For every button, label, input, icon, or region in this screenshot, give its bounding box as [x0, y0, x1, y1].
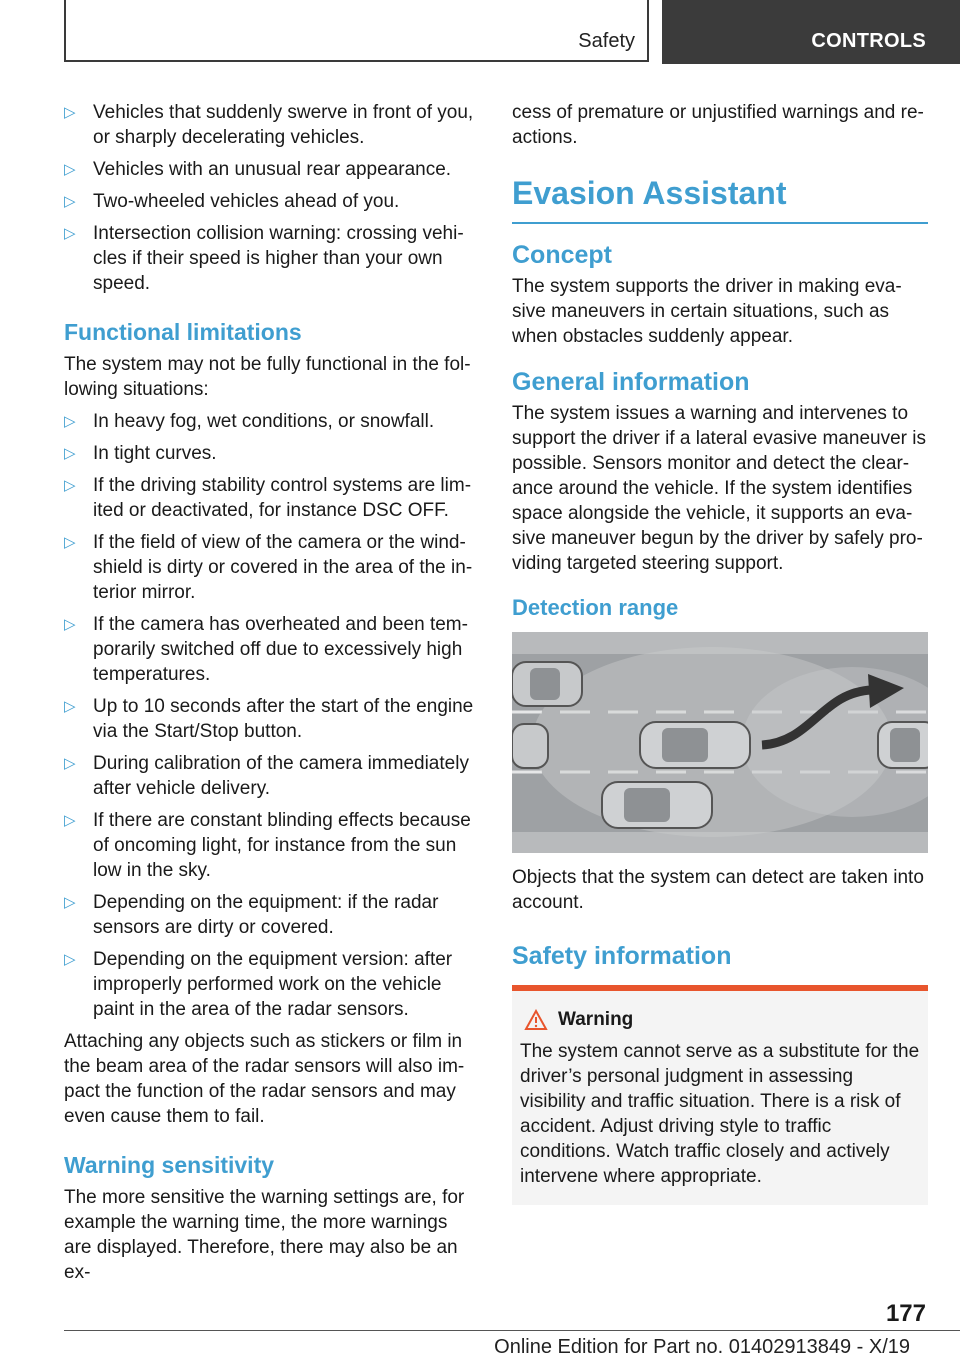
- list-item: ▷ If the camera has overheated and been temporarily switched off due to excessively high temperatures.: [64, 614, 468, 685]
- concept-heading: Concept: [512, 241, 612, 269]
- triangle-bullet-icon: ▷: [64, 894, 76, 911]
- page-title: Evasion Assistant: [512, 172, 928, 224]
- list-item: ▷ Vehicles with an unusual rear appearance.: [64, 159, 452, 180]
- functional-limitations-outro: Attaching any objects such as stickers or film in the beam area of the radar sensors will also impact the function of the radar sensors and may even cause them to fail.: [64, 1031, 465, 1127]
- list-item: ▷ If the field of view of the camera or the windshield is dirty or covered in the area of the interior mirror.: [64, 532, 473, 603]
- header-section-tab: [64, 0, 649, 62]
- detection-range-heading: Detection range: [512, 595, 679, 620]
- triangle-bullet-icon: ▷: [64, 534, 76, 551]
- list-item: ▷ Vehicles that suddenly swerve in front of you, or sharply decelerating vehicles.: [64, 102, 474, 148]
- triangle-bullet-icon: ▷: [64, 193, 76, 210]
- header-chapter-label: CONTROLS: [811, 30, 926, 52]
- triangle-bullet-icon: ▷: [64, 104, 76, 121]
- safety-information-heading: Safety information: [512, 942, 732, 970]
- list-item: ▷ If the driving stability control systems are limited or deactivated, for instance DSC OFF.: [64, 475, 472, 521]
- header-section-label: Safety: [578, 30, 635, 52]
- detection-range-illustration: [512, 632, 928, 853]
- warning-triangle-icon: [524, 1009, 548, 1031]
- triangle-bullet-icon: ▷: [64, 445, 76, 462]
- list-item: ▷ During calibration of the camera immediately after vehicle delivery.: [64, 753, 469, 799]
- general-information-heading: General information: [512, 368, 750, 396]
- limitations-list: [64, 409, 480, 1022]
- detection-range-caption: Objects that the system can detect are taken into account.: [512, 867, 924, 913]
- footer-edition: Online Edition for Part no. 01402913849 - X/19: [494, 1336, 910, 1358]
- list-item: ▷ Two-wheeled vehicles ahead of you.: [64, 191, 400, 212]
- triangle-bullet-icon: ▷: [64, 161, 76, 178]
- triangle-bullet-icon: ▷: [64, 812, 76, 829]
- page-number: 177: [885, 1300, 926, 1327]
- top-bullet-list: [64, 100, 480, 296]
- road-diagram: [512, 632, 928, 853]
- car-icon: [512, 662, 582, 706]
- list-item: ▷ In heavy fog, wet conditions, or snowfall.: [64, 411, 435, 432]
- list-item: ▷ If there are constant blinding effects because of oncoming light, for instance from the sun low in the sky.: [64, 810, 471, 881]
- header-chapter-tab: [662, 0, 960, 64]
- warning-sensitivity-text: The more sensitive the warning settings are, for example the warning time, the more warnings are displayed. Therefore, there may also be an ex-: [64, 1187, 465, 1283]
- triangle-bullet-icon: ▷: [64, 616, 76, 633]
- list-item: ▷ Intersection collision warning: crossing vehicles if their speed is higher than your own speed.: [64, 223, 464, 294]
- right-column: [512, 100, 928, 1205]
- warning-sensitivity-heading: Warning sensitivity: [64, 1152, 275, 1178]
- warning-box: [512, 985, 928, 1205]
- list-item: ▷ Depending on the equipment version: after improperly performed work on the vehicle paint in the area of the radar sensors.: [64, 949, 453, 1020]
- triangle-bullet-icon: ▷: [64, 477, 76, 494]
- triangle-bullet-icon: ▷: [64, 225, 76, 242]
- functional-limitations-intro: The system may not be fully functional in the following situations:: [64, 354, 471, 400]
- warning-title-label: Warning: [558, 1009, 634, 1030]
- triangle-bullet-icon: ▷: [64, 755, 76, 772]
- triangle-bullet-icon: ▷: [64, 698, 76, 715]
- triangle-bullet-icon: ▷: [64, 951, 76, 968]
- footer-divider: [64, 1330, 960, 1331]
- warning-title: [520, 1009, 922, 1031]
- general-information-text: The system issues a warning and intervenes to support the driver if a lateral evasive maneuver is possible. Sensors monitor and detect the clearance around the vehicle. If the system identifies space alongside the vehicle, it supports an evasive maneuver begun by the driver by safely providing targeted steering support.: [512, 403, 926, 574]
- list-item: ▷ Depending on the equipment: if the radar sensors are dirty or covered.: [64, 892, 439, 938]
- list-item: ▷ In tight curves.: [64, 443, 217, 464]
- continuation-text: cess of premature or unjustified warnings and reactions.: [512, 102, 924, 148]
- functional-limitations-heading: Functional limitations: [64, 319, 302, 345]
- triangle-bullet-icon: ▷: [64, 413, 76, 430]
- left-column: [64, 100, 480, 1292]
- list-item: ▷ Up to 10 seconds after the start of the engine via the Start/Stop button.: [64, 696, 474, 742]
- concept-text: The system supports the driver in making evasive maneuvers in certain situations, such as when obstacles suddenly appear.: [512, 276, 902, 347]
- warning-text: The system cannot serve as a substitute for the driver’s personal judgment in assessing visibility and traffic situation. There is a risk of accident. Adjust driving style to traffic conditions. Watch traffic closely and actively intervene where appropriate.: [520, 1041, 920, 1187]
